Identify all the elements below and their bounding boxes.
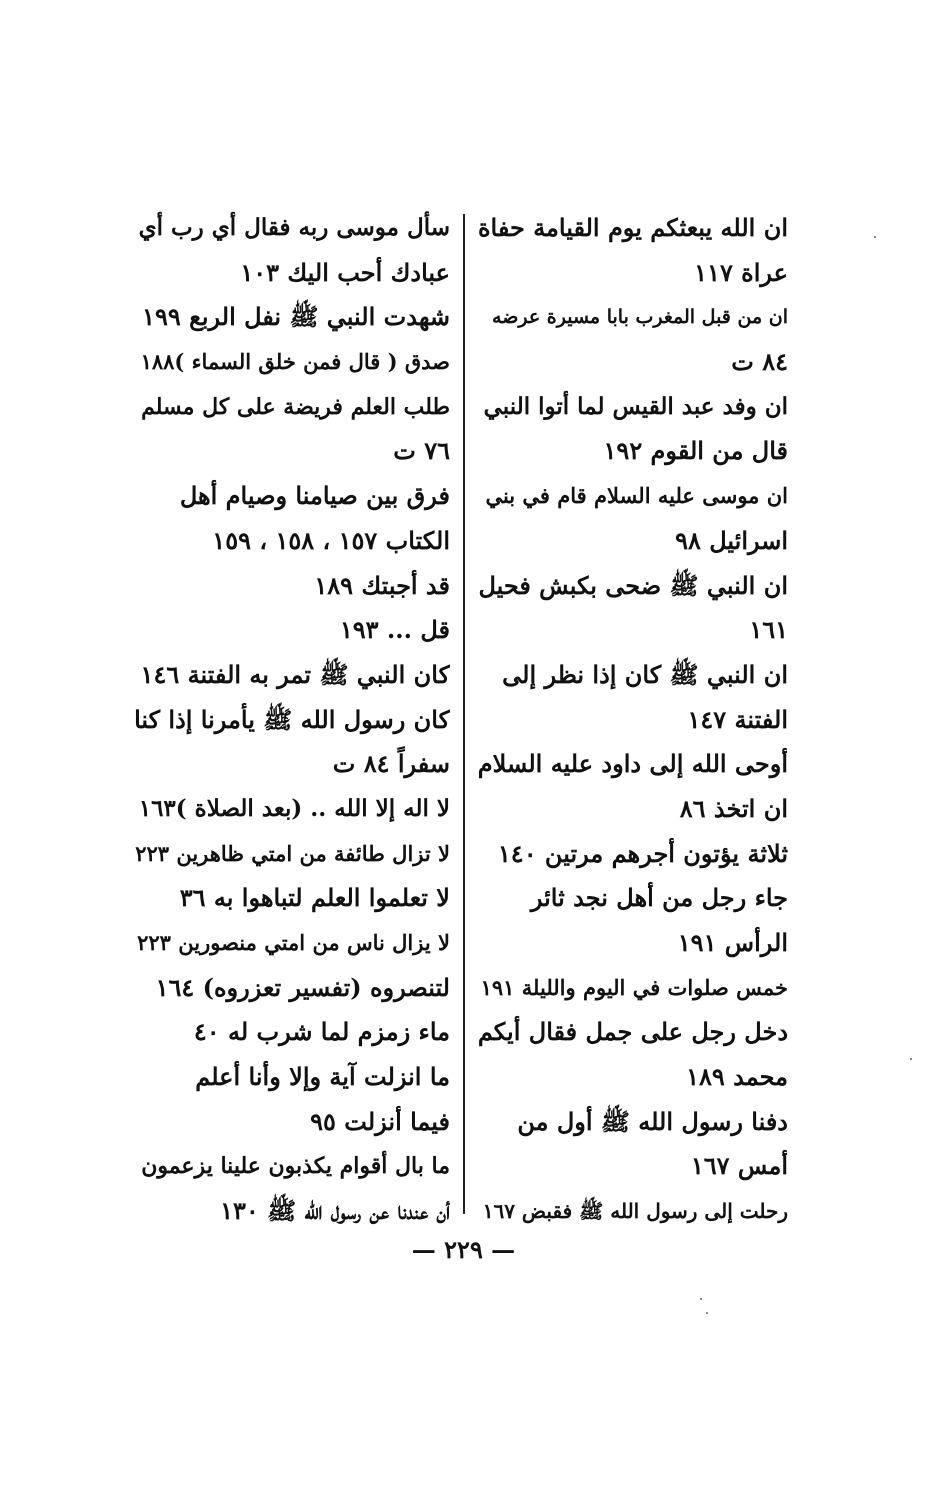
index-line: لتنصروه (تفسير تعزروه) ١٦٤ bbox=[155, 972, 450, 1002]
index-line: الفتنة ١٤٧ bbox=[687, 704, 788, 734]
index-line: ٨٤ ت bbox=[731, 347, 788, 377]
index-line: لا اله إلا الله .. (بعد الصلاة )١٦٣ bbox=[138, 794, 450, 822]
index-line: ان وفد عبد القيس لما أتوا النبي bbox=[483, 392, 788, 420]
index-line: ما انزلت آية وإلا وأنا أعلم bbox=[195, 1062, 450, 1092]
index-line: ان الله يبعثكم يوم القيامة حفاة bbox=[478, 213, 788, 242]
index-line: محمد ١٨٩ bbox=[686, 1062, 788, 1092]
index-line: الكتاب ١٥٧ ، ١٥٨ ، ١٥٩ bbox=[212, 525, 450, 555]
index-line: فيما أنزلت ٩٥ bbox=[310, 1106, 450, 1136]
index-line: كان رسول الله ﷺ يأمرنا إذا كنا bbox=[134, 704, 450, 734]
index-line: دخل رجل على جمل فقال أيكم bbox=[478, 1017, 788, 1047]
scan-speck bbox=[700, 1298, 702, 1300]
index-line: لا يزال ناس من امتي منصورين ٢٢٣ bbox=[137, 930, 450, 955]
page-number: — ٢٢٩ — bbox=[411, 1235, 516, 1264]
index-line: قل ... ١٩٣ bbox=[339, 615, 450, 645]
index-line: رحلت إلى رسول الله ﷺ فقبض ١٦٧ bbox=[482, 1199, 788, 1224]
scan-speck bbox=[910, 1058, 912, 1060]
index-line: لا تزال طائفة من امتي ظاهرين ٢٢٣ bbox=[135, 840, 450, 866]
index-line: ان اتخذ ٨٦ bbox=[679, 793, 788, 823]
index-line: دفنا رسول الله ﷺ أول من bbox=[517, 1106, 788, 1136]
index-line: قد أجبتك ١٨٩ bbox=[314, 570, 450, 600]
scan-speck bbox=[706, 1312, 708, 1314]
index-line: أوحى الله إلى داود عليه السلام bbox=[478, 749, 788, 779]
index-line: ان من قبل المغرب بابا مسيرة عرضه bbox=[492, 306, 788, 329]
index-line: الرأس ١٩١ bbox=[677, 928, 788, 957]
index-line: عراة ١١٧ bbox=[694, 257, 788, 287]
index-line: شهدت النبي ﷺ نفل الربع ١٩٩ bbox=[142, 302, 450, 332]
index-line: ما بال أقوام يكذبون علينا يزعمون bbox=[141, 1153, 450, 1180]
index-line: سأل موسى ربه فقال أي رب أي bbox=[138, 214, 450, 241]
index-line: لا تعلموا العلم لتباهوا به ٣٦ bbox=[179, 883, 450, 913]
index-line: كان النبي ﷺ تمر به الفتنة ١٤٦ bbox=[140, 659, 450, 689]
index-line: أن عندنا عن رسول الله ﷺ ١٣٠ bbox=[220, 1196, 450, 1226]
index-line: فرق بين صيامنا وصيام أهل bbox=[179, 481, 450, 511]
index-line: عبادك أحب اليك ١٠٣ bbox=[240, 257, 450, 287]
index-line: ٧٦ ت bbox=[393, 436, 450, 466]
index-line: ان النبي ﷺ ضحى بكبش فحيل bbox=[478, 570, 788, 600]
index-line: طلب العلم فريضة على كل مسلم bbox=[141, 393, 450, 420]
index-line: ماء زمزم لما شرب له ٤٠ bbox=[193, 1017, 450, 1047]
index-line: اسرائيل ٩٨ bbox=[675, 525, 788, 555]
column-divider bbox=[463, 214, 465, 1214]
index-line: أمس ١٦٧ bbox=[690, 1151, 788, 1181]
right-column bbox=[478, 206, 788, 1234]
scan-speck bbox=[874, 236, 876, 238]
index-line: قال من القوم ١٩٢ bbox=[603, 436, 788, 466]
index-line: جاء رجل من أهل نجد ثائر bbox=[530, 883, 788, 913]
index-line: سفراً ٨٤ ت bbox=[332, 749, 450, 779]
left-column bbox=[132, 206, 450, 1234]
index-line: ١٦١ bbox=[749, 615, 788, 645]
index-line: ثلاثة يؤتون أجرهم مرتين ١٤٠ bbox=[497, 838, 788, 868]
index-line: صدق ( قال فمن خلق السماء )١٨٨ bbox=[140, 349, 450, 375]
index-line: ان موسى عليه السلام قام في بني bbox=[485, 483, 788, 509]
index-line: ان النبي ﷺ كان إذا نظر إلى bbox=[502, 659, 788, 689]
index-line: خمس صلوات في اليوم والليلة ١٩١ bbox=[480, 974, 788, 1000]
